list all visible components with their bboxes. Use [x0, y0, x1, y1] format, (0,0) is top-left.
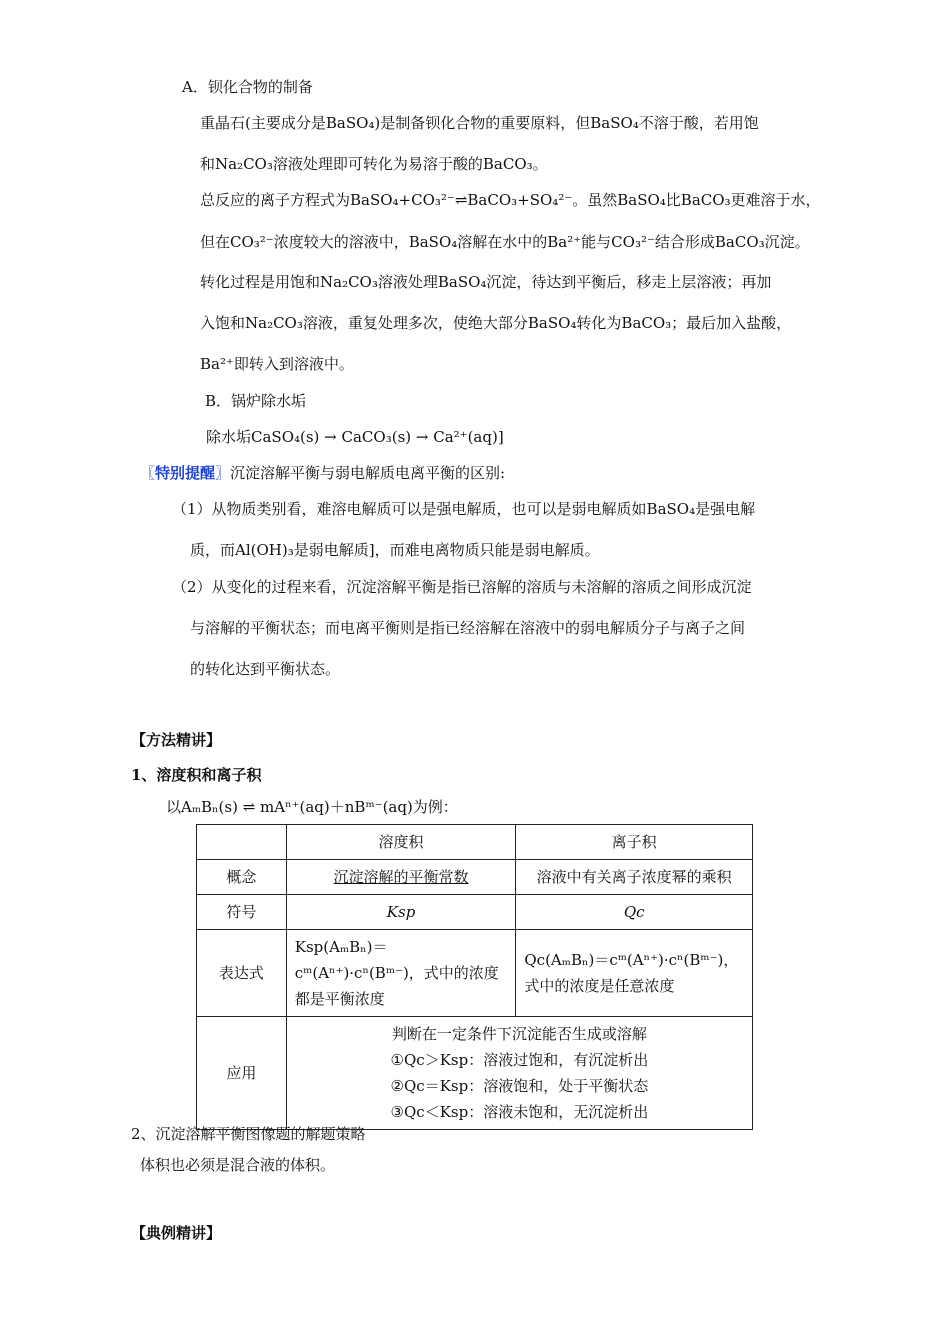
table-cell: 溶液中有关离子浓度幂的乘积 [516, 860, 753, 895]
paragraph-line: 总反应的离子方程式为BaSO₄+CO₃²⁻⇌BaCO₃+SO₄²⁻。虽然BaSO₄比BaCO₃更难溶于水， [200, 191, 821, 209]
table-cell [286, 860, 516, 895]
paragraph-line: 但在CO₃²⁻浓度较大的溶液中，BaSO₄溶解在水中的Ba²⁺能与CO₃²⁻结合形成BaCO₃沉淀。 [200, 233, 810, 251]
row-label: 表达式 [197, 930, 287, 1017]
table-row [197, 825, 753, 860]
table-row [197, 930, 753, 1017]
formula-intro: 以AₘBₙ(s) ⇌ mAⁿ⁺(aq)＋nBᵐ⁻(aq)为例： [166, 798, 458, 816]
paragraph-line: 质，而Al(OH)₃是弱电解质]，而难电离物质只能是弱电解质。 [190, 541, 600, 559]
table-cell: Qc(AₘBₙ)＝cᵐ(Aⁿ⁺)·cⁿ(Bᵐ⁻)，式中的浓度是任意浓度 [516, 930, 753, 1017]
tip-label: 特别提醒 [155, 464, 216, 482]
section-b-title: B．锅炉除水垢 [205, 392, 307, 410]
paragraph-line: 重晶石(主要成分是BaSO₄)是制备钡化合物的重要原料，但BaSO₄不溶于酸，若用饱 [200, 114, 759, 132]
paragraph-line: 体积也必须是混合液的体积。 [140, 1156, 336, 1174]
paragraph-line: 的转化达到平衡状态。 [190, 660, 341, 678]
row-label: 概念 [197, 860, 287, 895]
cell-line: ①Qc＞Ksp：溶液过饱和，有沉淀析出 [390, 1051, 649, 1069]
tip-line [140, 463, 505, 483]
example-heading: 【典例精讲】 [131, 1224, 222, 1242]
section-a-title: A．钡化合物的制备 [182, 78, 313, 96]
ksp-comparison-table [196, 824, 753, 1130]
section-2-heading: 2、沉淀溶解平衡图像题的解题策略 [131, 1125, 366, 1143]
paragraph-line: 转化过程是用饱和Na₂CO₃溶液处理BaSO₄沉淀，待达到平衡后，移走上层溶液；再加 [200, 273, 772, 291]
method-heading: 【方法精讲】 [131, 731, 222, 749]
table-header: 离子积 [516, 825, 753, 860]
paragraph-line: （2）从变化的过程来看，沉淀溶解平衡是指已溶解的溶质与未溶解的溶质之间形成沉淀 [172, 578, 752, 596]
cell-line: 判断在一定条件下沉淀能否生成或溶解 [391, 1025, 647, 1043]
tip-bracket-close: 〗 [215, 464, 231, 482]
table-row [197, 895, 753, 930]
tip-text: 沉淀溶解平衡与弱电解质电离平衡的区别: [230, 464, 506, 482]
table-cell [197, 825, 287, 860]
paragraph-line: 除水垢CaSO₄(s) → CaCO₃(s) → Ca²⁺(aq)] [206, 428, 504, 446]
row-label: 符号 [197, 895, 287, 930]
cell-line: ②Qc＝Ksp：溶液饱和，处于平衡状态 [390, 1077, 649, 1095]
paragraph-line: （1）从物质类别看，难溶电解质可以是强电解质，也可以是弱电解质如BaSO₄是强电解 [172, 500, 756, 518]
table-cell: Qc [516, 895, 753, 930]
table-row [197, 1017, 753, 1130]
row-label: 应用 [197, 1017, 287, 1130]
table-cell: Ksp [286, 895, 516, 930]
paragraph-line: Ba²⁺即转入到溶液中。 [200, 355, 354, 373]
cell-line: ③Qc＜Ksp：溶液未饱和，无沉淀析出 [390, 1103, 649, 1121]
table-header: 溶度积 [286, 825, 516, 860]
paragraph-line: 与溶解的平衡状态；而电离平衡则是指已经溶解在溶液中的弱电解质分子与离子之间 [190, 619, 746, 637]
table-cell [286, 1017, 752, 1130]
table-row [197, 860, 753, 895]
section-1-heading: 1、溶度积和离子积 [131, 766, 262, 784]
table-cell: Ksp(AₘBₙ)＝cᵐ(Aⁿ⁺)·cⁿ(Bᵐ⁻)，式中的浓度都是平衡浓度 [286, 930, 516, 1017]
paragraph-line: 入饱和Na₂CO₃溶液，重复处理多次，使绝大部分BaSO₄转化为BaCO₃；最后加入盐酸， [200, 314, 792, 332]
cell-text: 沉淀溶解的平衡常数 [333, 868, 469, 886]
tip-bracket-open: 〖 [140, 464, 156, 482]
paragraph-line: 和Na₂CO₃溶液处理即可转化为易溶于酸的BaCO₃。 [200, 155, 548, 173]
